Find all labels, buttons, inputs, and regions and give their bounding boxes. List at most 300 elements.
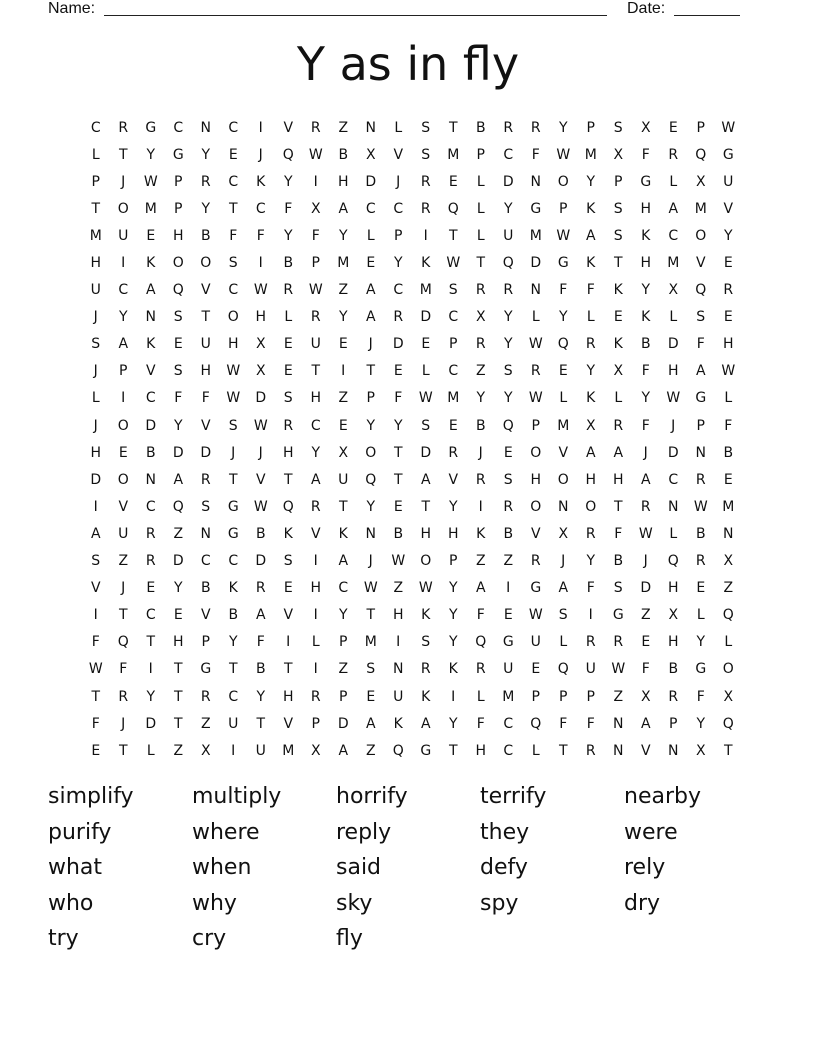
grid-letter: C [145,390,156,407]
grid-letter: G [695,661,707,678]
grid-letter: Q [557,661,569,678]
grid-letter: P [586,688,595,705]
grid-letter: W [611,661,626,678]
grid-letter: M [144,200,157,217]
grid-letter: E [503,444,513,461]
grid-letter: Q [365,471,377,488]
grid-letter: N [530,282,541,299]
grid-letter: S [228,255,238,272]
grid-letter: Q [172,498,184,515]
grid-letter: R [475,336,486,353]
grid-letter: H [530,471,542,488]
grid-letter: D [255,553,267,570]
grid-letter: W [391,553,406,570]
grid-letter: G [530,200,542,217]
grid-letter: O [557,173,569,190]
grid-letter: O [365,444,377,461]
grid-letter: T [173,688,183,705]
grid-letter: C [228,688,239,705]
grid-letter: O [117,417,129,434]
date-blank-line [674,15,740,16]
grid-letter: Y [503,390,513,407]
grid-letter: G [722,146,734,163]
grid-letter: D [145,417,157,434]
grid-letter: L [669,173,678,190]
grid-letter: V [283,119,294,136]
grid-letter: M [447,146,460,163]
grid-letter: C [503,742,514,759]
word-bank-item: reply [336,819,392,845]
grid-letter: P [531,417,540,434]
grid-letter: D [420,309,432,326]
grid-row [82,466,742,493]
grid-letter: Q [667,553,679,570]
grid-letter: W [308,146,323,163]
grid-letter: F [641,661,650,678]
grid-letter: S [283,390,293,407]
grid-letter: E [118,444,128,461]
grid-letter: I [258,255,263,272]
word-bank-item: they [480,819,530,845]
grid-letter: J [258,444,263,461]
grid-letter: I [121,255,126,272]
grid-letter: M [364,634,377,651]
grid-letter: E [558,363,568,380]
grid-letter: E [338,336,348,353]
grid-letter: L [394,119,403,136]
grid-letter: X [723,688,734,705]
grid-letter: M [722,498,735,515]
grid-letter: W [143,173,158,190]
grid-letter: Y [146,688,156,705]
grid-letter: A [173,471,184,488]
grid-letter: Q [447,200,459,217]
grid-letter: T [448,119,458,136]
grid-row [82,575,742,602]
grid-letter: Z [613,688,624,705]
grid-letter: E [366,688,376,705]
grid-letter: Y [201,200,211,217]
grid-letter: V [200,417,211,434]
grid-letter: A [338,742,349,759]
grid-letter: Z [365,742,376,759]
grid-row [82,602,742,629]
grid-letter: A [420,471,431,488]
grid-letter: I [423,227,428,244]
grid-letter: S [228,417,238,434]
grid-letter: O [117,200,129,217]
grid-letter: B [668,661,679,678]
grid-letter: U [723,173,734,190]
grid-letter: E [173,607,183,624]
grid-letter: E [696,580,706,597]
grid-letter: D [172,553,184,570]
grid-letter: W [363,580,378,597]
grid-letter: W [721,363,736,380]
grid-letter: C [503,715,514,732]
grid-letter: M [529,227,542,244]
grid-letter: K [641,227,651,244]
grid-letter: H [282,688,294,705]
grid-letter: K [421,255,431,272]
grid-letter: L [559,390,568,407]
grid-letter: C [228,119,239,136]
grid-letter: E [723,255,733,272]
grid-letter: O [200,255,212,272]
grid-letter: V [283,715,294,732]
grid-letter: C [393,282,404,299]
grid-letter: Y [641,282,651,299]
grid-letter: R [585,634,596,651]
grid-letter: R [475,471,486,488]
grid-letter: R [393,309,404,326]
grid-letter: S [503,471,513,488]
grid-row [82,114,742,141]
grid-letter: L [476,200,485,217]
word-bank-item: spy [480,890,519,916]
grid-letter: C [393,200,404,217]
grid-letter: H [337,173,349,190]
grid-letter: A [255,607,266,624]
grid-letter: T [118,742,128,759]
grid-letter: U [530,634,541,651]
grid-letter: E [91,742,101,759]
grid-letter: K [586,200,596,217]
grid-letter: U [310,336,321,353]
grid-letter: C [668,471,679,488]
grid-letter: J [396,173,401,190]
grid-letter: Z [338,390,349,407]
grid-letter: A [338,553,349,570]
grid-letter: F [284,200,293,217]
grid-letter: C [228,553,239,570]
grid-letter: M [694,200,707,217]
grid-letter: E [723,471,733,488]
grid-letter: E [283,336,293,353]
grid-letter: G [145,119,157,136]
grid-row [82,222,742,249]
grid-letter: J [671,417,676,434]
grid-letter: P [614,173,623,190]
grid-letter: U [585,661,596,678]
grid-letter: P [696,417,705,434]
word-bank-item: sky [336,890,373,916]
grid-letter: A [365,715,376,732]
grid-letter: W [528,390,543,407]
grid-letter: V [640,742,651,759]
grid-letter: Z [393,580,404,597]
grid-letter: L [724,634,733,651]
grid-letter: E [448,417,458,434]
grid-letter: N [723,525,734,542]
word-bank-item: rely [624,855,666,880]
grid-letter: Z [503,553,514,570]
grid-letter: F [559,715,568,732]
grid-letter: U [228,715,239,732]
grid-letter: H [722,336,734,353]
grid-letter: X [338,444,349,461]
grid-letter: H [475,742,487,759]
grid-letter: W [693,498,708,515]
grid-letter: D [502,173,514,190]
grid-letter: R [283,417,294,434]
grid-row [82,277,742,304]
grid-letter: Y [586,553,596,570]
grid-letter: W [446,255,461,272]
grid-letter: Q [117,634,129,651]
grid-letter: N [695,444,706,461]
grid-letter: F [614,525,623,542]
grid-letter: Q [695,282,707,299]
grid-letter: H [90,444,102,461]
grid-letter: M [584,146,597,163]
grid-letter: N [530,173,541,190]
grid-letter: E [338,417,348,434]
grid-letter: J [643,444,648,461]
grid-letter: T [421,498,431,515]
grid-letter: L [531,742,540,759]
grid-letter: U [118,525,129,542]
grid-letter: W [556,146,571,163]
grid-letter: N [365,525,376,542]
grid-letter: R [310,688,321,705]
grid-row [82,168,742,195]
grid-letter: R [200,688,211,705]
grid-letter: I [121,390,126,407]
grid-letter: B [613,553,624,570]
grid-letter: D [640,580,652,597]
grid-letter: Y [146,146,156,163]
grid-letter: I [588,607,593,624]
grid-letter: Q [722,715,734,732]
grid-letter: T [311,363,321,380]
grid-letter: K [421,688,431,705]
grid-letter: J [93,309,98,326]
grid-letter: V [558,444,569,461]
grid-letter: D [420,444,432,461]
grid-letter: I [451,688,456,705]
grid-letter: L [696,607,705,624]
grid-letter: R [723,282,734,299]
grid-row [82,520,742,547]
grid-letter: X [613,146,624,163]
grid-letter: R [118,119,129,136]
grid-letter: Q [282,498,294,515]
grid-letter: F [696,336,705,353]
word-bank-item: were [624,819,678,845]
grid-letter: K [338,525,348,542]
grid-row [82,358,742,385]
grid-letter: R [585,525,596,542]
grid-row [82,710,742,737]
grid-letter: T [146,634,156,651]
grid-letter: S [421,634,431,651]
grid-letter: U [338,471,349,488]
grid-letter: S [366,661,376,678]
grid-letter: X [695,173,706,190]
grid-letter: P [586,119,595,136]
grid-letter: Y [723,227,733,244]
grid-letter: K [586,255,596,272]
grid-letter: S [421,119,431,136]
word-bank-item: why [192,890,237,916]
grid-letter: Z [338,282,349,299]
grid-letter: W [253,282,268,299]
grid-row [82,493,742,520]
grid-letter: G [200,661,212,678]
grid-letter: G [502,634,514,651]
grid-letter: T [91,200,101,217]
grid-letter: R [448,444,459,461]
grid-letter: X [200,742,211,759]
grid-letter: L [311,634,320,651]
grid-letter: K [283,525,293,542]
grid-letter: V [145,363,156,380]
grid-letter: T [228,471,238,488]
grid-letter: Q [695,146,707,163]
grid-letter: W [418,390,433,407]
grid-letter: D [255,390,267,407]
grid-letter: Y [448,498,458,515]
grid-letter: N [668,742,679,759]
grid-letter: Y [338,227,348,244]
grid-letter: R [255,580,266,597]
grid-letter: C [365,200,376,217]
word-bank-item: try [48,926,79,951]
grid-letter: F [256,634,265,651]
grid-letter: N [145,309,156,326]
grid-letter: X [310,200,321,217]
grid-letter: L [476,227,485,244]
grid-letter: H [447,525,459,542]
grid-letter: S [421,417,431,434]
grid-letter: C [228,282,239,299]
name-label: Name: [48,0,96,17]
grid-letter: R [145,553,156,570]
grid-letter: M [282,742,295,759]
grid-letter: H [90,255,102,272]
grid-letter: D [667,444,679,461]
grid-letter: S [613,119,623,136]
grid-letter: U [255,742,266,759]
word-bank-item: simplify [48,784,134,809]
grid-letter: O [117,471,129,488]
grid-letter: M [419,282,432,299]
grid-letter: C [145,607,156,624]
grid-letter: J [478,444,483,461]
grid-letter: R [668,146,679,163]
grid-letter: B [145,444,156,461]
grid-letter: T [173,715,183,732]
grid-letter: R [200,173,211,190]
grid-row [82,439,742,466]
grid-letter: F [586,580,595,597]
grid-letter: E [146,580,156,597]
grid-letter: S [613,200,623,217]
grid-letter: A [585,227,596,244]
grid-letter: V [283,607,294,624]
grid-letter: W [308,282,323,299]
grid-letter: E [641,634,651,651]
grid-letter: R [695,553,706,570]
grid-letter: S [503,363,513,380]
grid-letter: Y [393,255,403,272]
grid-letter: R [503,119,514,136]
grid-letter: D [530,255,542,272]
grid-letter: N [393,661,404,678]
grid-letter: K [613,282,623,299]
grid-letter: U [393,688,404,705]
grid-letter: J [121,580,126,597]
grid-letter: I [313,173,318,190]
grid-letter: B [723,444,734,461]
grid-letter: N [200,119,211,136]
grid-letter: C [448,309,459,326]
grid-letter: V [255,471,266,488]
grid-letter: H [172,634,184,651]
grid-letter: F [696,688,705,705]
grid-letter: V [530,525,541,542]
grid-letter: I [396,634,401,651]
grid-letter: V [695,255,706,272]
grid-letter: R [613,634,624,651]
grid-letter: Y [586,363,596,380]
grid-letter: O [722,661,734,678]
grid-letter: H [310,390,322,407]
grid-letter: E [393,363,403,380]
header [48,0,748,20]
grid-letter: T [201,309,211,326]
grid-letter: G [557,255,569,272]
grid-letter: S [448,282,458,299]
grid-letter: Y [338,607,348,624]
grid-letter: N [613,715,624,732]
worksheet-title: Y as in fly [296,37,520,91]
grid-letter: R [530,553,541,570]
date-label: Date: [627,0,666,17]
grid-letter: R [310,498,321,515]
grid-letter: R [695,471,706,488]
grid-letter: R [503,282,514,299]
grid-letter: R [503,498,514,515]
grid-letter: T [283,661,293,678]
grid-letter: B [200,580,211,597]
grid-letter: G [227,498,239,515]
grid-letter: J [93,363,98,380]
grid-letter: A [145,282,156,299]
grid-letter: M [502,688,515,705]
grid-letter: R [118,688,129,705]
grid-letter: Q [282,146,294,163]
grid-letter: H [282,444,294,461]
grid-letter: Q [502,417,514,434]
grid-letter: S [613,580,623,597]
grid-letter: Y [696,634,706,651]
grid-letter: W [528,607,543,624]
grid-letter: P [476,146,485,163]
grid-letter: K [228,580,238,597]
grid-letter: Y [448,607,458,624]
word-bank-item: defy [480,855,528,880]
grid-letter: F [229,227,238,244]
grid-letter: S [283,553,293,570]
grid-letter: D [667,336,679,353]
grid-letter: K [146,336,156,353]
grid-letter: L [476,173,485,190]
grid-letter: C [90,119,101,136]
grid-letter: T [393,444,403,461]
grid-letter: T [366,607,376,624]
